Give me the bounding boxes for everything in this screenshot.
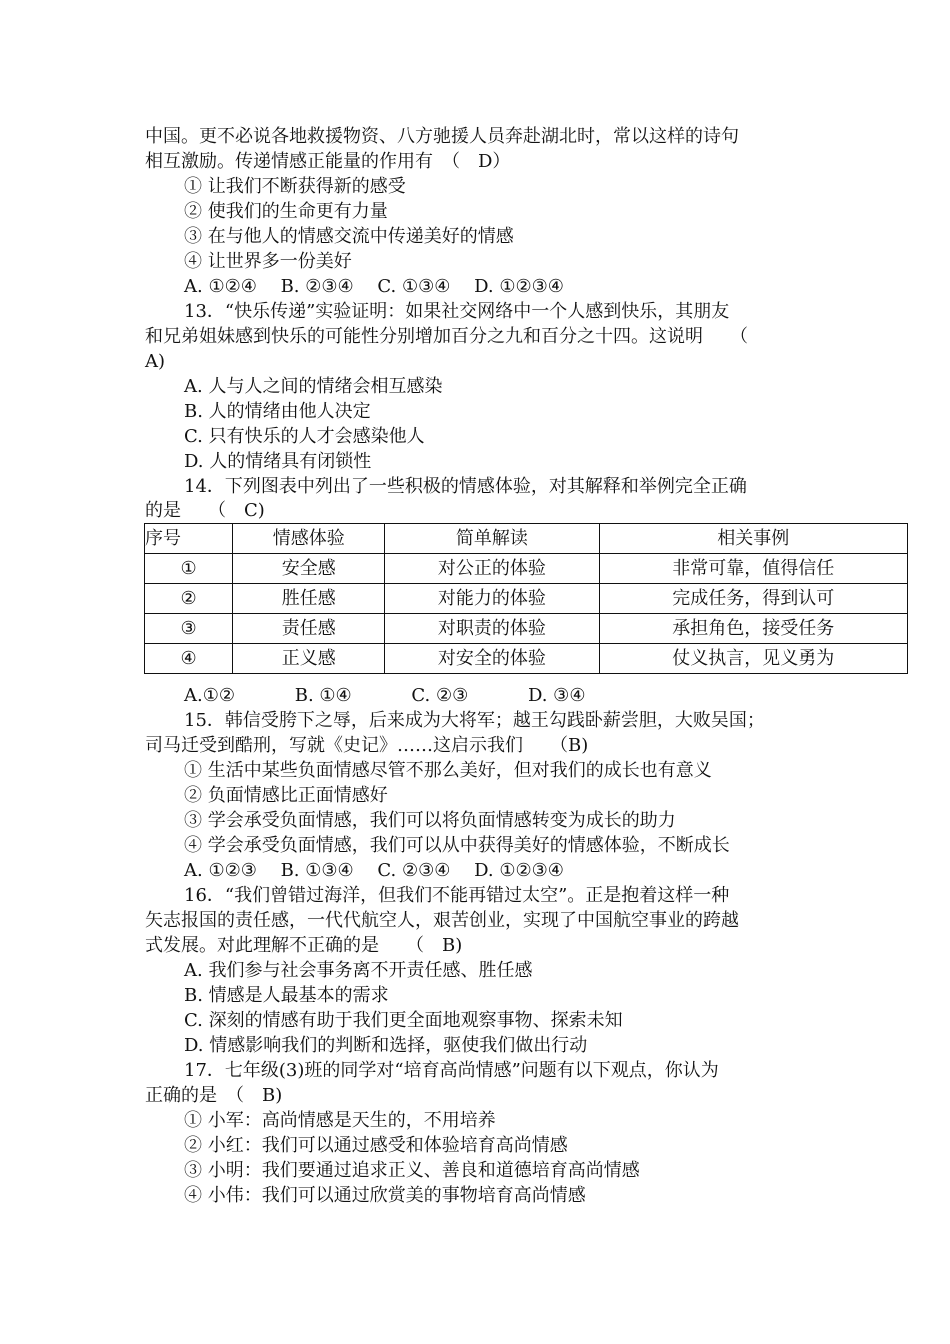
table-cell: 仗义执言，见义勇为 — [599, 644, 907, 674]
option-line: B. 人的情绪由他人决定 — [184, 401, 371, 422]
table-cell: ④ — [145, 644, 233, 674]
table-cell: 胜任感 — [233, 584, 385, 614]
text-line: 式发展。对此理解不正确的是 （ B) — [145, 935, 463, 956]
table-header: 情感体验 — [233, 524, 385, 554]
table-row — [145, 614, 908, 644]
table-cell: ③ — [145, 614, 233, 644]
text-line: 的是 （ C) — [145, 500, 265, 521]
text-line: 相互激励。传递情感正能量的作用有 （ D） — [145, 151, 511, 172]
option-line: C. 只有快乐的人才会感染他人 — [184, 426, 425, 447]
table-cell: 完成任务，得到认可 — [599, 584, 907, 614]
table-cell: 对公正的体验 — [385, 554, 599, 584]
text-line: 正确的是 （ B) — [145, 1085, 283, 1106]
table-cell: ① — [145, 554, 233, 584]
option-line: B. 情感是人最基本的需求 — [184, 985, 389, 1006]
option-line: D. 情感影响我们的判断和选择，驱使我们做出行动 — [184, 1035, 588, 1056]
table-row — [145, 584, 908, 614]
table-cell: 对职责的体验 — [385, 614, 599, 644]
option-line: ④ 学会承受负面情感，我们可以从中获得美好的情感体验，不断成长 — [184, 835, 730, 856]
table-row — [145, 554, 908, 584]
text-line: 矢志报国的责任感，一代代航空人，艰苦创业，实现了中国航空事业的跨越 — [145, 910, 739, 931]
table-cell: 对能力的体验 — [385, 584, 599, 614]
option-line: ② 使我们的生命更有力量 — [184, 201, 388, 222]
answer-line: A) — [145, 351, 166, 372]
option-line: ① 小军：高尚情感是天生的，不用培养 — [184, 1110, 496, 1131]
table-header-row — [145, 524, 908, 554]
option-line: ① 生活中某些负面情感尽管不那么美好，但对我们的成长也有意义 — [184, 760, 712, 781]
question-16: 16．“我们曾错过海洋，但我们不能再错过太空”。正是抱着这样一种 — [184, 885, 730, 906]
choice-line: A. ①②④ B. ②③④ C. ①③④ D. ①②③④ — [184, 276, 564, 297]
choice-line: A. ①②③ B. ①③④ C. ②③④ D. ①②③④ — [184, 860, 564, 881]
option-line: ③ 在与他人的情感交流中传递美好的情感 — [184, 226, 514, 247]
question-17: 17．七年级(3)班的同学对“培育高尚情感”问题有以下观点，你认为 — [184, 1060, 719, 1081]
option-line: A. 我们参与社会事务离不开责任感、胜任感 — [184, 960, 533, 981]
option-line: ④ 让世界多一份美好 — [184, 251, 352, 272]
question-14: 14．下列图表中列出了一些积极的情感体验，对其解释和举例完全正确 — [184, 476, 747, 497]
question-13: 13．“快乐传递”实验证明：如果社交网络中一个人感到快乐，其朋友 — [184, 301, 730, 322]
choice-line: A.①② B. ①④ C. ②③ D. ③④ — [184, 685, 586, 706]
option-line: ① 让我们不断获得新的感受 — [184, 176, 406, 197]
table-cell: 安全感 — [233, 554, 385, 584]
text-line: 中国。更不必说各地救援物资、八方驰援人员奔赴湖北时，常以这样的诗句 — [145, 126, 739, 147]
option-line: C. 深刻的情感有助于我们更全面地观察事物、探索未知 — [184, 1010, 623, 1031]
option-line: D. 人的情绪具有闭锁性 — [184, 451, 372, 472]
text-line: 司马迁受到酷刑，写就《史记》……这启示我们 （B) — [145, 735, 589, 756]
table-header: 简单解读 — [385, 524, 599, 554]
option-line: ② 小红：我们可以通过感受和体验培育高尚情感 — [184, 1135, 568, 1156]
option-line: ④ 小伟：我们可以通过欣赏美的事物培育高尚情感 — [184, 1185, 586, 1206]
table-cell: 非常可靠，值得信任 — [599, 554, 907, 584]
option-line: ③ 小明：我们要通过追求正义、善良和道德培育高尚情感 — [184, 1160, 640, 1181]
table-cell: 正义感 — [233, 644, 385, 674]
question-15: 15．韩信受胯下之辱，后来成为大将军；越王勾践卧薪尝胆，大败吴国； — [184, 710, 765, 731]
option-line: ③ 学会承受负面情感，我们可以将负面情感转变为成长的助力 — [184, 810, 676, 831]
table-cell: 责任感 — [233, 614, 385, 644]
table-header: 序号 — [145, 524, 233, 554]
text-line: 和兄弟姐妹感到快乐的可能性分别增加百分之九和百分之十四。这说明 （ — [145, 326, 748, 347]
table-cell: 承担角色，接受任务 — [599, 614, 907, 644]
option-line: ② 负面情感比正面情感好 — [184, 785, 388, 806]
table-cell: ② — [145, 584, 233, 614]
option-line: A. 人与人之间的情绪会相互感染 — [184, 376, 443, 397]
table-cell: 对安全的体验 — [385, 644, 599, 674]
emotion-table — [144, 523, 908, 674]
table-row — [145, 644, 908, 674]
table-header: 相关事例 — [599, 524, 907, 554]
